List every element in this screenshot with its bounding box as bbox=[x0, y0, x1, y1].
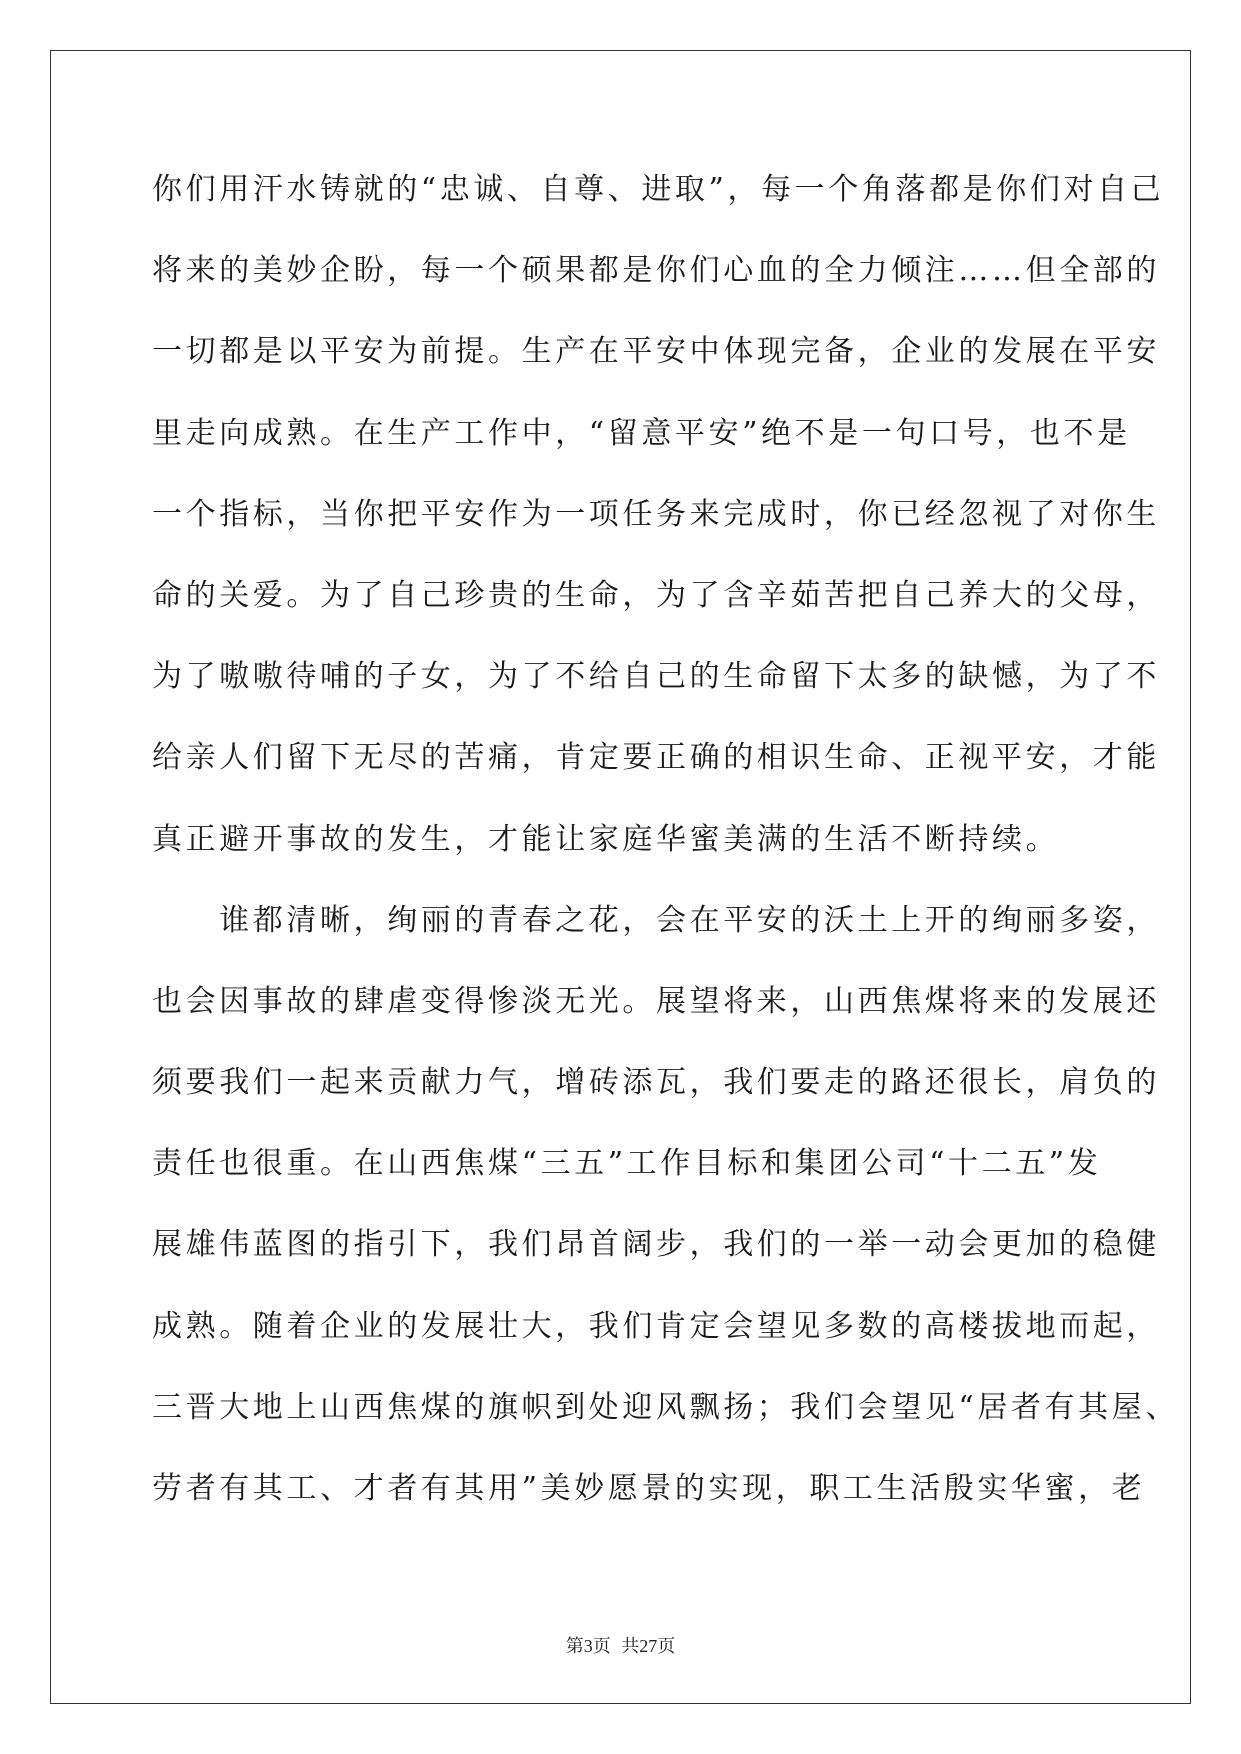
text-line: 责任也很重。在山西焦煤“三五”工作目标和集团公司“十二五”发 bbox=[152, 1146, 1102, 1182]
text-line: 一切都是以平安为前提。生产在平安中体现完备，企业的发展在平安 bbox=[152, 334, 1160, 370]
text-line: 命的关爱。为了自己珍贵的生命，为了含辛茹苦把自己养大的父母， bbox=[152, 577, 1160, 613]
text-line: 展雄伟蓝图的指引下，我们昂首阔步，我们的一举一动会更加的稳健 bbox=[152, 1227, 1160, 1263]
text-line: 真正避开事故的发生，才能让家庭华蜜美满的生活不断持续。 bbox=[152, 821, 1060, 857]
document-body bbox=[152, 168, 1179, 1548]
text-line: 你们用汗水铸就的“忠诚、自尊、进取”，每一个角落都是你们对自己 bbox=[152, 172, 1165, 207]
text-line: 里走向成熟。在生产工作中，“留意平安”绝不是一句口号，也不是 bbox=[152, 415, 1131, 451]
text-line: 一个指标，当你把平安作为一项任务来完成时，你已经忽视了对你生 bbox=[152, 496, 1160, 532]
text-line: 成熟。随着企业的发展壮大，我们肯定会望见多数的高楼拔地而起， bbox=[152, 1308, 1160, 1344]
text-line: 也会因事故的肆虐变得惨淡无光。展望将来，山西焦煤将来的发展还 bbox=[152, 983, 1160, 1019]
text-line: 三晋大地上山西焦煤的旗帜到处迎风飘扬；我们会望见“居者有其屋、 bbox=[152, 1389, 1179, 1425]
text-line: 劳者有其工、才者有其用”美妙愿景的实现，职工生活殷实华蜜，老 bbox=[152, 1471, 1146, 1506]
text-line: 须要我们一起来贡献力气，增砖添瓦，我们要走的路还很长，肩负的 bbox=[152, 1065, 1160, 1101]
total-pages: 共27页 bbox=[621, 1636, 676, 1656]
text-line: 谁都清晰，绚丽的青春之花，会在平安的沃土上开的绚丽多姿， bbox=[152, 902, 1160, 938]
page-number: 第3页 bbox=[565, 1636, 611, 1656]
text-line: 为了嗷嗷待哺的子女，为了不给自己的生命留下太多的缺憾，为了不 bbox=[152, 659, 1160, 695]
page-footer bbox=[0, 1632, 1241, 1658]
text-line: 将来的美妙企盼，每一个硕果都是你们心血的全力倾注……但全部的 bbox=[152, 253, 1160, 289]
text-line: 给亲人们留下无尽的苦痛，肯定要正确的相识生命、正视平安，才能 bbox=[152, 740, 1160, 776]
